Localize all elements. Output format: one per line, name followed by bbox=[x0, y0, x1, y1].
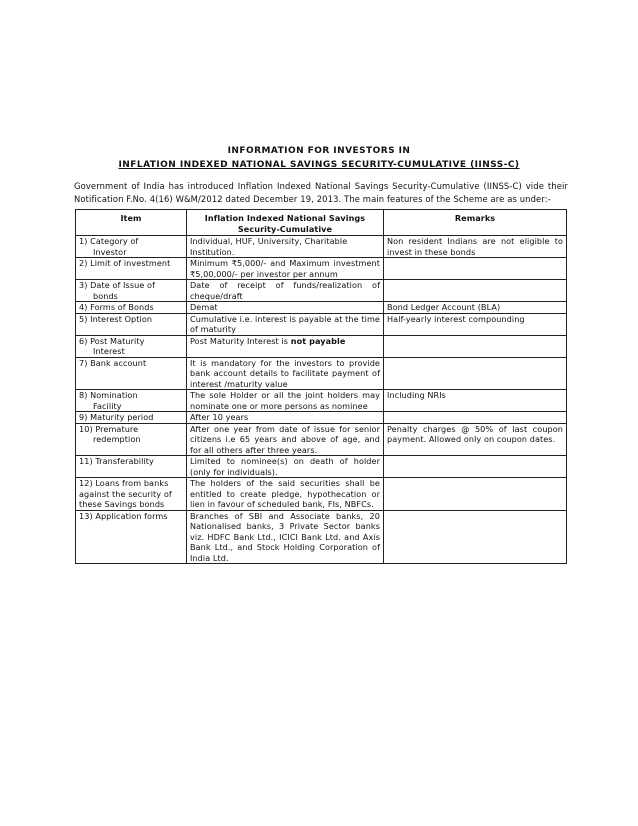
remarks-cell bbox=[384, 478, 567, 511]
table-row bbox=[76, 423, 567, 456]
item-cell bbox=[76, 390, 187, 412]
feature-emphasis: not payable bbox=[290, 335, 346, 346]
table-row bbox=[76, 357, 567, 390]
feature-cell: Minimum ₹5,000/- and Maximum investment ₹5,00,000/- per investor per annum bbox=[187, 258, 384, 280]
item-label-cont: Interest bbox=[93, 346, 125, 356]
item-cell: 9) Maturity period bbox=[76, 412, 187, 424]
feature-cell: After one year from date of issue for senior citizens i.e 65 years and above of age, and for all others after three years. bbox=[187, 423, 384, 456]
feature-cell: Cumulative i.e. interest is payable at the time of maturity bbox=[187, 313, 384, 335]
feature-cell: The sole Holder or all the joint holders may nominate one or more persons as nominee bbox=[187, 390, 384, 412]
item-cell bbox=[76, 236, 187, 258]
feature-text: Post Maturity Interest is bbox=[190, 335, 291, 346]
feature-cell: Limited to nominee(s) on death of holder (only for individuals). bbox=[187, 456, 384, 478]
item-cell: 7) Bank account bbox=[76, 357, 187, 390]
item-label: 1) Category of bbox=[79, 236, 139, 246]
item-cell bbox=[76, 335, 187, 357]
remarks-cell bbox=[384, 335, 567, 357]
table-row bbox=[76, 313, 567, 335]
table-row bbox=[76, 280, 567, 302]
table-row bbox=[76, 335, 567, 357]
item-cell: 5) Interest Option bbox=[76, 313, 187, 335]
remarks-cell: Bond Ledger Account (BLA) bbox=[384, 302, 567, 314]
item-cell: 12) Loans from banks against the security of these Savings bonds bbox=[76, 478, 187, 511]
item-cell: 2) Limit of investment bbox=[76, 258, 187, 280]
remarks-cell: Half-yearly interest compounding bbox=[384, 313, 567, 335]
document-title: INFORMATION FOR INVESTORS IN bbox=[227, 146, 411, 156]
item-label-cont: Investor bbox=[93, 246, 127, 257]
item-label: 3) Date of Issue of bbox=[79, 280, 155, 290]
item-cell: 11) Transferability bbox=[76, 456, 187, 478]
remarks-cell bbox=[384, 412, 567, 424]
remarks-cell bbox=[384, 510, 567, 564]
feature-cell: The holders of the said securities shall be entitled to create pledge, hypothecation or lien in favour of scheduled bank, FIs, NBFCs. bbox=[187, 478, 384, 511]
feature-cell: Date of receipt of funds/realization of cheque/draft bbox=[187, 280, 384, 302]
table-row bbox=[76, 510, 567, 564]
feature-cell: After 10 years bbox=[187, 412, 384, 424]
column-header-item: Item bbox=[76, 210, 187, 236]
table-row bbox=[76, 478, 567, 511]
item-label: 8) Nomination bbox=[79, 390, 138, 400]
remarks-cell bbox=[384, 280, 567, 302]
document-subtitle: INFLATION INDEXED NATIONAL SAVINGS SECURITY-CUMULATIVE (IINSS-C) bbox=[118, 160, 520, 170]
table-row bbox=[76, 456, 567, 478]
feature-cell: It is mandatory for the investors to provide bank account details to facilitate payment of interest /maturity value bbox=[187, 357, 384, 390]
item-cell: 4) Forms of Bonds bbox=[76, 302, 187, 314]
feature-cell: Branches of SBI and Associate banks, 20 Nationalised banks, 3 Private Sector banks viz. HDFC Bank Ltd., ICICI Bank Ltd. and Axis Bank Ltd., and Stock Holding Corporation of India Ltd. bbox=[187, 510, 384, 564]
feature-cell: Individual, HUF, University, Charitable Institution. bbox=[187, 236, 384, 258]
table-header-row bbox=[76, 210, 567, 236]
features-table bbox=[75, 209, 567, 564]
remarks-cell: Including NRIs bbox=[384, 390, 567, 412]
remarks-cell bbox=[384, 357, 567, 390]
remarks-cell: Non resident Indians are not eligible to invest in these bonds bbox=[384, 236, 567, 258]
feature-cell bbox=[187, 335, 384, 357]
table-row bbox=[76, 236, 567, 258]
table-row bbox=[76, 412, 567, 424]
item-label-cont: bonds bbox=[93, 290, 118, 301]
column-header-feature: Inflation Indexed National Savings Security-Cumulative bbox=[187, 210, 384, 236]
item-label-cont: Facility bbox=[93, 400, 122, 411]
remarks-cell bbox=[384, 258, 567, 280]
table-row bbox=[76, 302, 567, 314]
item-cell bbox=[76, 280, 187, 302]
intro-paragraph: Government of India has introduced Inflation Indexed National Savings Security-Cumulative (IINSS-C) vide their Notification F.No. 4(16) W&M/2012 dated December 19, 2013. The main features of the Scheme are as under:- bbox=[74, 181, 568, 204]
table-row bbox=[76, 258, 567, 280]
remarks-cell bbox=[384, 456, 567, 478]
item-label-cont: redemption bbox=[93, 434, 141, 444]
item-label: 6) Post Maturity bbox=[79, 335, 145, 346]
column-header-remarks: Remarks bbox=[384, 210, 567, 236]
item-label: 10) Premature bbox=[79, 423, 139, 434]
item-cell: 13) Application forms bbox=[76, 510, 187, 564]
item-cell bbox=[76, 423, 187, 456]
table-row bbox=[76, 390, 567, 412]
feature-cell: Demat bbox=[187, 302, 384, 314]
remarks-cell: Penalty charges @ 50% of last coupon payment. Allowed only on coupon dates. bbox=[384, 423, 567, 456]
